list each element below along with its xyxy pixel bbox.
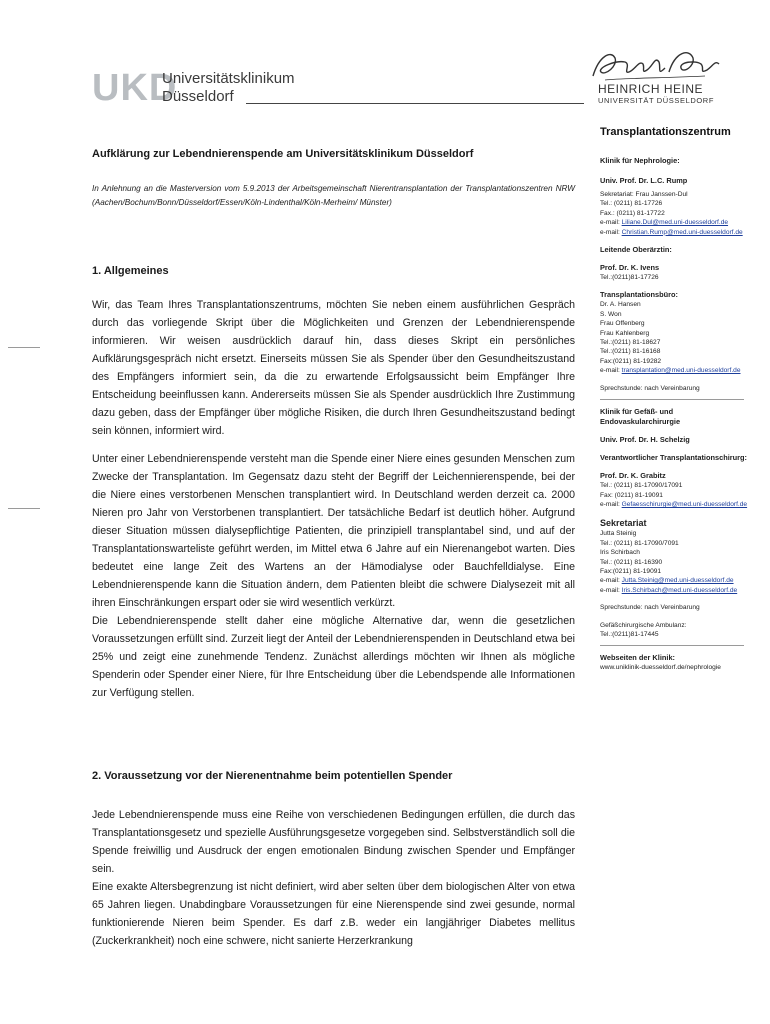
secretariat-hours: Sprechstunde: nach Vereinbarung: [600, 604, 700, 612]
nephrology-fax: Fax.: (0211) 81-17722: [600, 209, 665, 217]
sidebar-divider: [600, 645, 744, 646]
nephrology-heading: Klinik für Nephrologie:: [600, 156, 680, 165]
heine-logo-line2: UNIVERSITÄT DÜSSELDORF: [598, 96, 714, 105]
section1-paragraph3: Die Lebendnierenspende stellt daher eine mögliche Alternative dar, wenn die gesetzlichen Voraussetzungen erfüllt sind. Zurzeit liegt der Anteil der Lebendnierenspenden in Deutschland etwa bei 25% und zeigt eine zunehmende Tendenz. Zunächst allerdings möchten wir Ihnen als mögliche Spenderin oder Spender einer Niere, für Ihre Entscheidung über die Lebendspende alle Informationen zur Verfügung stellen.: [92, 615, 575, 699]
vascular-clinic-heading: Klinik für Gefäß- und Endovaskularchirurgie: [600, 407, 681, 427]
ukd-logo-name: [162, 70, 295, 106]
ukd-logo-line2: Düsseldorf: [162, 88, 234, 105]
nephrology-email-link-1[interactable]: Liliane.Dul@med.uni-duesseldorf.de: [621, 219, 729, 227]
ukd-logo-mark: UKD: [92, 67, 178, 109]
transplant-office-heading: Transplantationsbüro:: [600, 290, 679, 300]
section2-paragraph2: Eine exakte Altersbegrenzung ist nicht definiert, wird aber selten über dem biologischen Alter von etwa 65 Jahren liegen. Unabdingbare Voraussetzungen für eine Nierenspende sind zwei gesunde, normal funktionierende Nieren beim Spender. Es darf z.B. weder ein langjähriger Diabetes mellitus (Zuckerkrankheit) noch eine schwere, nicht sanierte Herzerkrankung: [92, 881, 575, 947]
email-prefix: e-mail:: [600, 228, 620, 236]
sidebar-divider: [600, 399, 744, 400]
section1-paragraph2: Unter einer Lebendnierenspende versteht man die Spende einer Niere eines gesunden Menschen zum Zwecke der Transplantation. Im Gegensatz dazu steht der Begriff der Leichennierenspende, bei der die Niere eines verstorbenen Menschen transplantiert wird. In Deutschland werden derzeit ca. 2000 Nieren pro Jahr von Verstorbenen transplantiert. Der tatsächliche Bedarf ist deutlich höher. Aufgrund dieser Situation müssen dialysepflichtige Patienten, die prinzipiell transplantabel sind, und auf der Transplantationswarteliste geführt werden, im Mittel etwa 6 Jahre auf ein Nierenangebot warten. Dies bedeutet eine lange Zeit des Wartens an der Hämodialyse oder Bauchfelldialyse. Eine Lebendnierenspende kann die Situation ändern, dem Patienten bleibt die schwere Dialysezeit mit all ihren Einschränkungen erspart oder sie wird wesentlich verkürzt.: [92, 453, 575, 609]
transplant-office-email: [600, 366, 748, 375]
transplant-office-staff-2: S. Won: [600, 310, 622, 318]
transplant-office-hours: Sprechstunde: nach Vereinbarung: [600, 384, 700, 392]
ukd-logo-line1: Universitätsklinikum: [162, 70, 295, 87]
responsible-surgeon-email-link[interactable]: Gefaesschirurgie@med.uni-duesseldorf.de: [621, 500, 748, 508]
secretariat-name-1: Jutta Steinig: [600, 530, 637, 538]
vascular-ambulance-heading: Gefäßchirurgische Ambulanz:: [600, 621, 687, 629]
secretariat-email-link-2[interactable]: Iris.Schirbach@med.uni-duesseldorf.de: [621, 586, 738, 594]
nephrology-phone: Tel.: (0211) 81-17726: [600, 200, 663, 208]
website-url[interactable]: www.uniklinik-duesseldorf.de/nephrologie: [600, 664, 721, 672]
email-prefix: e-mail:: [600, 367, 620, 375]
department-title: Transplantationszentrum: [600, 126, 731, 138]
transplant-office-fax: Fax:(0211) 81-19282: [600, 357, 662, 365]
section2-paragraph1: Jede Lebendnierenspende muss eine Reihe von verschiedenen Bedingungen erfüllen, die durch das Transplantationsgesetz und spezielle Ausführungsgesetze vorgegeben sind. Selbstverständlich soll die Spende freiwillig und Ausdruck der engen emotionalen Bindung zwischen Spender und Empfänger sein.: [92, 809, 575, 875]
website-heading: Webseiten der Klinik:: [600, 653, 676, 663]
section2-heading: 2. Voraussetzung vor der Nierenentnahme beim potentiellen Spender: [92, 770, 453, 782]
vascular-ambulance-phone: Tel.:(0211)81-17445: [600, 630, 659, 638]
document-title: Aufklärung zur Lebendnierenspende am Universitätsklinikum Düsseldorf: [92, 148, 474, 160]
nephrology-chief: Univ. Prof. Dr. L.C. Rump: [600, 176, 688, 185]
responsible-surgeon-heading: Verantwortlicher Transplantationschirurg:: [600, 453, 748, 463]
nephrology-email-link-2[interactable]: Christian.Rump@med.uni-duesseldorf.de: [621, 228, 743, 236]
fold-mark-bottom: [8, 508, 40, 509]
email-prefix: e-mail:: [600, 219, 620, 227]
responsible-surgeon-phone: Tel.: (0211) 81-17090/17091: [600, 482, 683, 490]
responsible-surgeon-name: Prof. Dr. K. Grabitz: [600, 471, 666, 481]
responsible-surgeon-fax: Fax: (0211) 81-19091: [600, 491, 663, 499]
email-prefix: e-mail:: [600, 577, 620, 585]
nephrology-email-1: [600, 218, 748, 227]
email-prefix: e-mail:: [600, 586, 620, 594]
section1-heading: 1. Allgemeines: [92, 265, 169, 277]
contact-sidebar: [600, 156, 748, 673]
intro-text: In Anlehnung an die Masterversion vom 5.9.2013 der Arbeitsgemeinschaft Nierentransplantation der Transplantationszentren NRW (Aachen/Bochum/Bonn/Düsseldorf/Essen/Köln-Lindenthal/Köln-Merheim/ Münster): [92, 184, 575, 207]
section1-paragraph1: Wir, das Team Ihres Transplantationszentrums, möchten Sie neben einem ausführlichen Gespräch durch das vorliegende Skript über die Möglichkeiten und Grenzen der Lebendnierenspende informieren. Wir weisen ausdrücklich darauf hin, dass dieses Skript ein persönliches Aufklärungsgespräch nicht ersetzt. Einerseits müssen Sie als Spender über den Gesundheitszustand des Empfängers informiert sein, da die zu erwartende Erfolgsaussicht beim Empfänger Ihre Entscheidung beeinflussen kann. Andererseits müssen Sie als Spender ausdrücklich Ihre Zustimmung dazu geben, dass der Empfänger über mögliche Risiken, die durch Ihren Gesundheitszustand bedingt sein können, informiert wird.: [92, 299, 575, 437]
email-prefix: e-mail:: [600, 500, 620, 508]
nephrology-secretary: Sekretariat: Frau Janssen-Dul: [600, 191, 688, 198]
transplant-office-email-link[interactable]: transplantation@med.uni-duesseldorf.de: [621, 367, 741, 375]
secretariat-name-2: Iris Schirbach: [600, 549, 640, 557]
fold-mark-top: [8, 347, 40, 348]
vascular-clinic-chief: Univ. Prof. Dr. H. Schelzig: [600, 435, 690, 445]
transplant-office-staff-1: Dr. A. Hansen: [600, 301, 641, 309]
secretariat-phone-2: Tel.: (0211) 81-16390: [600, 558, 663, 566]
nephrology-email-2: [600, 228, 748, 237]
senior-physician-phone: Tel.:(0211)81-17726: [600, 274, 659, 282]
senior-physician-heading: Leitende Oberärztin:: [600, 245, 672, 255]
transplant-office-phone-1: Tel.:(0211) 81-18627: [600, 339, 661, 347]
responsible-surgeon-email: [600, 500, 748, 509]
header-rule: [246, 103, 584, 104]
secretariat-email-1: [600, 576, 748, 585]
secretariat-phone-1: Tel.: (0211) 81-17090/7091: [600, 539, 679, 547]
secretariat-fax: Fax:(0211) 81-19091: [600, 567, 662, 575]
transplant-office-phone-2: Tel.:(0211) 81-16168: [600, 348, 661, 356]
transplant-office-staff-4: Frau Kahlenberg: [600, 329, 650, 337]
transplant-office-staff-3: Frau Offenberg: [600, 320, 645, 328]
heine-logo-line1: HEINRICH HEINE: [598, 82, 704, 96]
section1-body: [92, 296, 575, 702]
secretariat-email-2: [600, 586, 748, 595]
section2-body: [92, 806, 575, 950]
secretariat-email-link-1[interactable]: Jutta.Steinig@med.uni-duesseldorf.de: [621, 577, 734, 585]
senior-physician-name: Prof. Dr. K. Ivens: [600, 263, 660, 273]
secretariat-heading: Sekretariat: [600, 518, 647, 529]
